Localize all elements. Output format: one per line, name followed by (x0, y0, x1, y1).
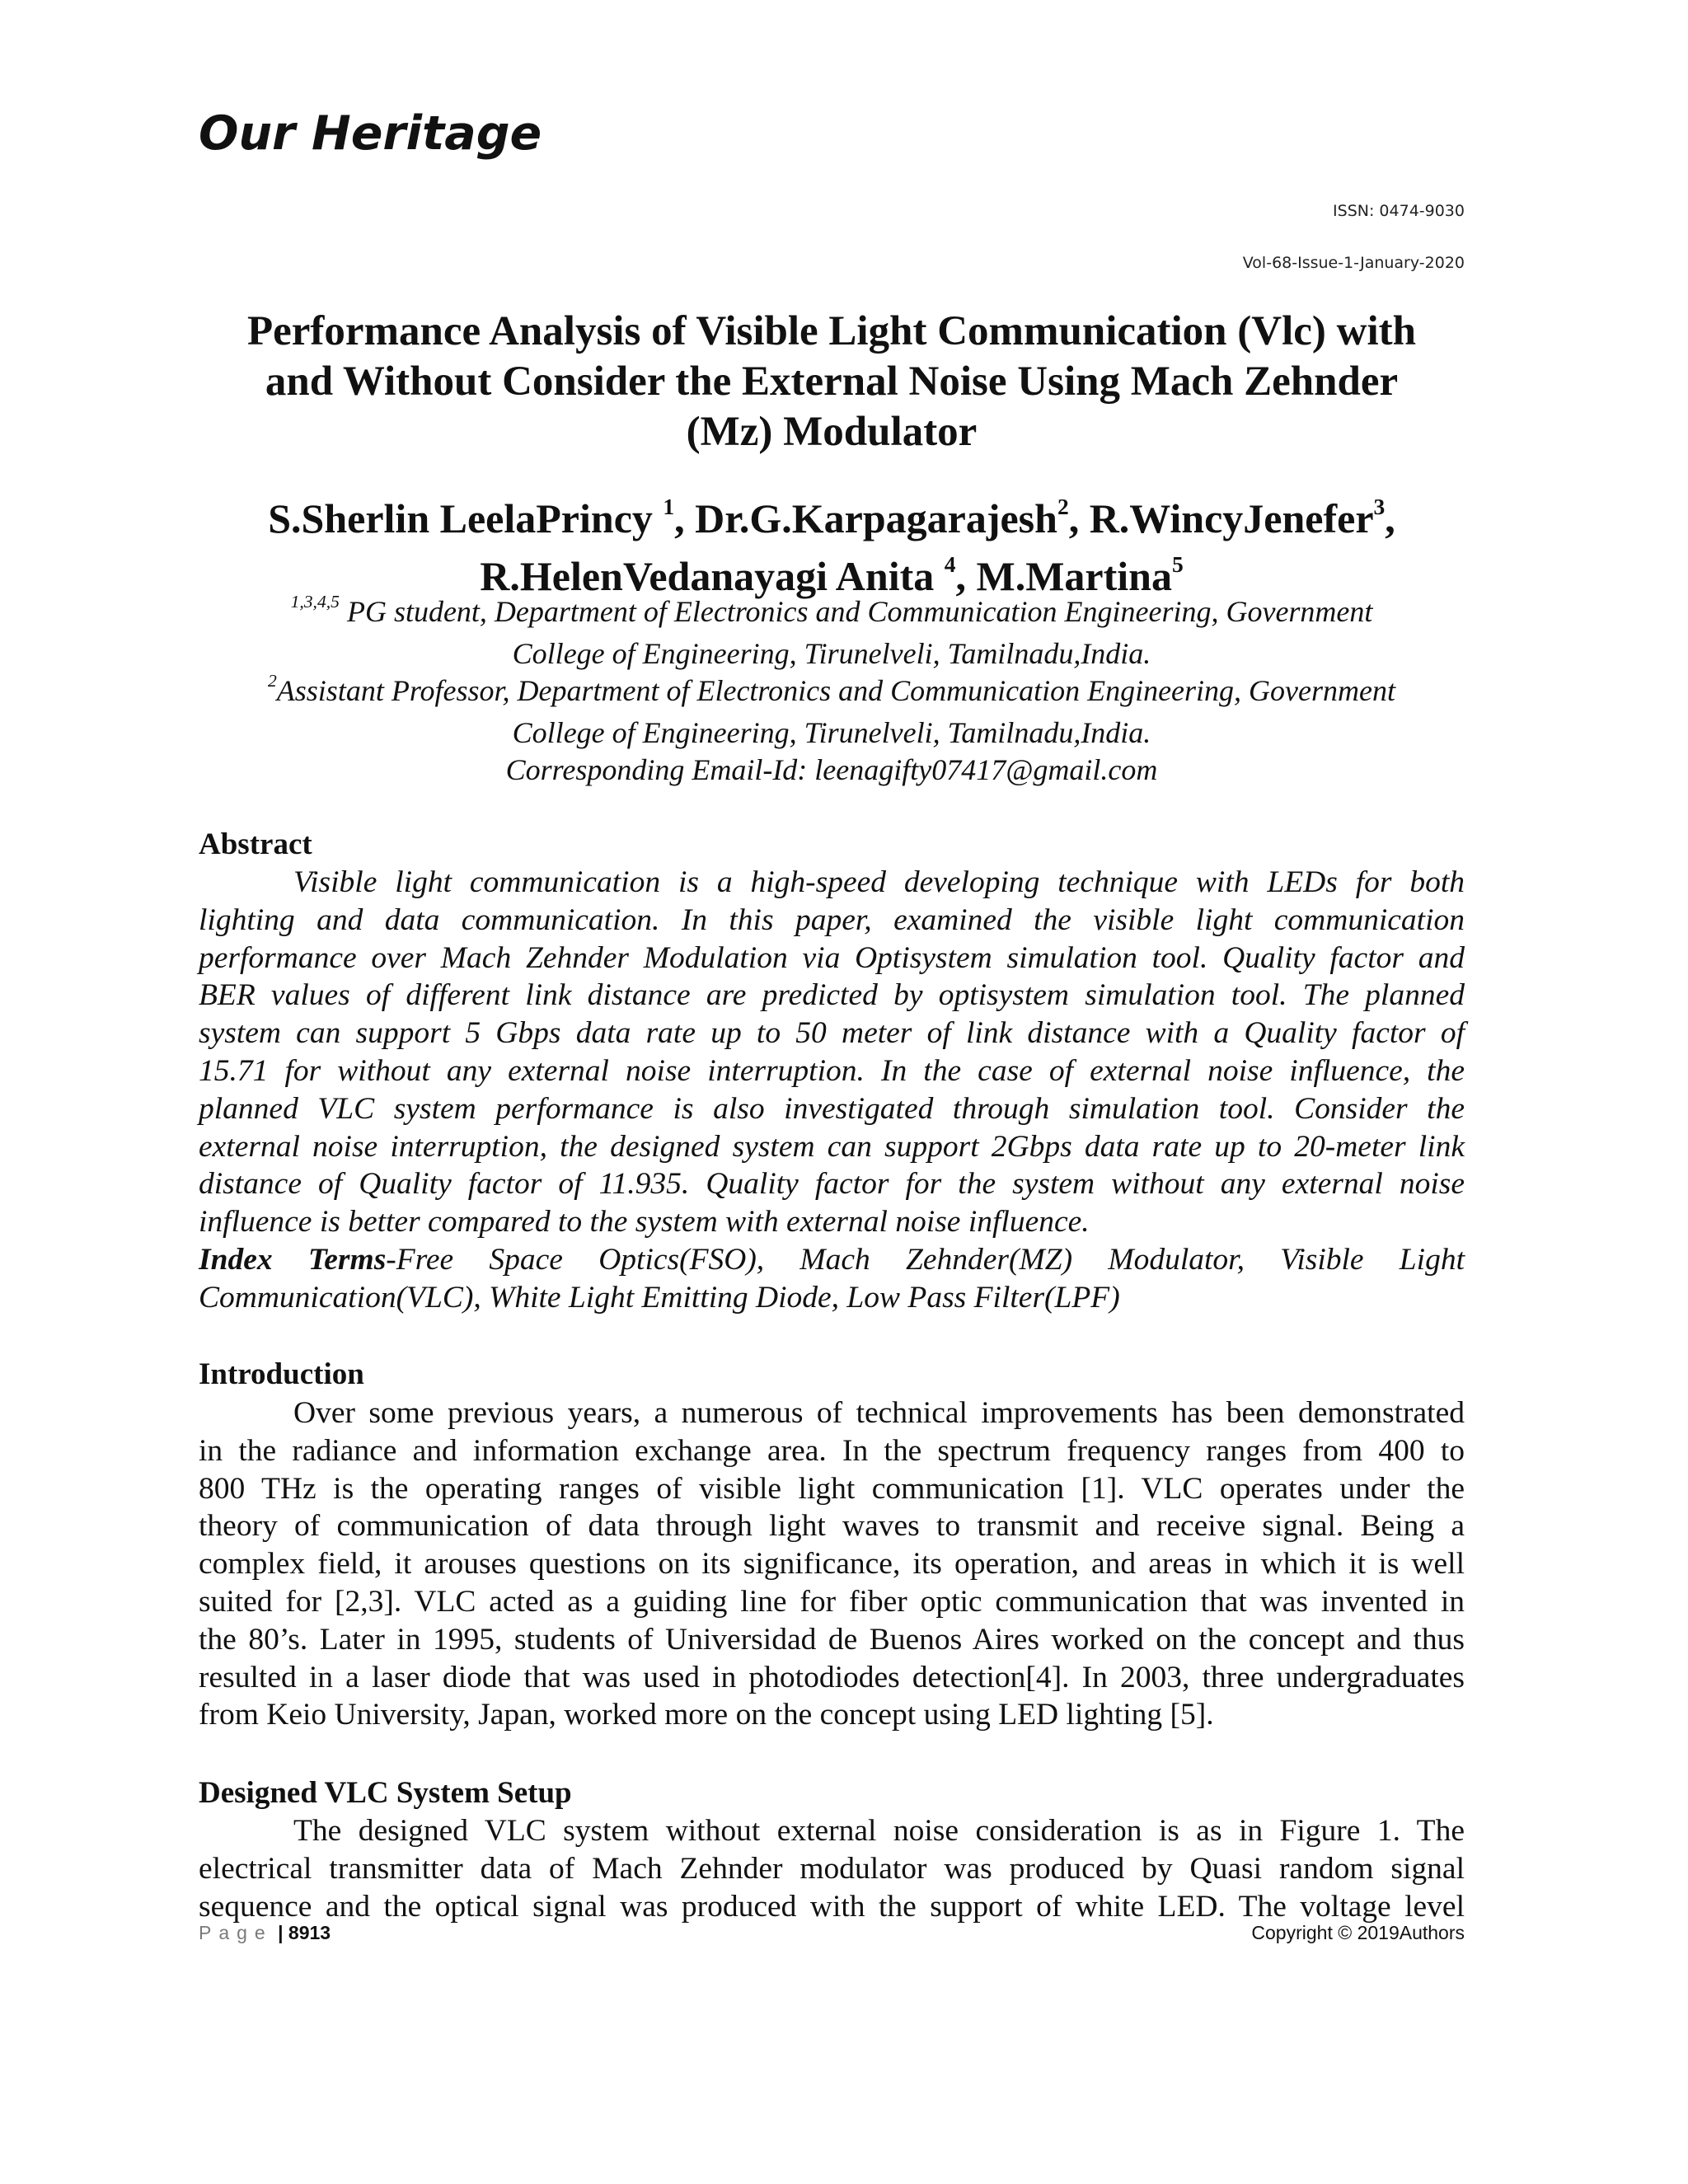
author-name: R.HelenVedanayagi Anita (480, 553, 945, 599)
copyright-notice: Copyright © 2019Authors (1251, 1922, 1465, 1943)
introduction-line: theory of communication of data through light waves to transmit and receive signal. Being a (199, 1509, 1465, 1544)
introduction-line: suited for [2,3]. VLC acted as a guiding line for fiber optic communication that was invented in (199, 1584, 1465, 1619)
affiliations (199, 593, 1465, 790)
setup-line: electrical transmitter data of Mach Zehnder modulator was produced by Quasi random signal (199, 1851, 1465, 1886)
author-name: , M.Martina (955, 553, 1172, 599)
setup-body (199, 1812, 1465, 1925)
index-terms-label: Index Terms (199, 1242, 387, 1277)
introduction-heading: Introduction (199, 1357, 364, 1391)
author-separator: , (1385, 495, 1395, 541)
abstract-line: lighting and data communication. In this paper, examined the visible light communication (199, 902, 1465, 937)
introduction-line: Over some previous years, a numerous of technical improvements has been demonstrated (293, 1396, 1465, 1430)
abstract-heading: Abstract (199, 827, 312, 861)
author-affil-marker: 4 (944, 551, 956, 577)
author-name: , Dr.G.Karpagarajesh (674, 495, 1057, 541)
author-line (199, 493, 1465, 551)
corresponding-email: Corresponding Email-Id: leenagifty07417@gmail.com (505, 753, 1158, 786)
title-line: and Without Consider the External Noise Using Mach Zehnder (265, 359, 1399, 405)
author-affil-marker: 3 (1373, 494, 1386, 519)
affiliation-line: College of Engineering, Tirunelveli, Tamilnadu,India. (512, 636, 1151, 670)
volume-label: Vol-68-Issue-1-January-2020 (1242, 254, 1465, 272)
index-terms-line: Communication(VLC), White Light Emitting Diode, Low Pass Filter(LPF) (199, 1280, 1120, 1315)
affil-marker: 2 (268, 670, 277, 691)
abstract-line: distance of Quality factor of 11.935. Quality factor for the system without any external noise (199, 1167, 1465, 1202)
paper-title (199, 307, 1465, 457)
abstract-line: influence is better compared to the system with external noise influence. (199, 1205, 1090, 1240)
abstract-line: planned VLC system performance is also investigated through simulation tool. Consider the (199, 1091, 1465, 1126)
page-number (199, 1920, 331, 1945)
author-affil-marker: 2 (1057, 494, 1069, 519)
setup-heading: Designed VLC System Setup (199, 1776, 572, 1810)
title-line: Performance Analysis of Visible Light Communication (Vlc) with (246, 308, 1416, 354)
introduction-line: 800 THz is the operating ranges of visible light communication [1]. VLC operates under the (199, 1471, 1465, 1506)
index-terms-line: Index Terms-Free Space Optics(FSO), Mach Zehnder(MZ) Modulator, Visible Light (199, 1242, 1465, 1277)
introduction-line: in the radiance and information exchange area. In the spectrum frequency ranges from 400 to (199, 1433, 1465, 1468)
introduction-line: complex field, it arouses questions on its significance, its operation, and areas in which it is well (199, 1547, 1465, 1582)
affil-marker: 1,3,4,5 (290, 591, 340, 612)
abstract-line: performance over Mach Zehnder Modulation via Optisystem simulation tool. Quality factor and (199, 940, 1465, 975)
abstract-body (199, 864, 1465, 1317)
introduction-body (199, 1394, 1465, 1734)
author-list (199, 493, 1465, 608)
affiliation-line: $^{1,3,4,5}$ PG student, Department of Electronics and Communication Engineering, Government (290, 591, 1373, 628)
author-name: , R.WincyJenefer (1068, 495, 1374, 541)
author-name: S.Sherlin LeelaPrincy (268, 495, 663, 541)
abstract-line: external noise interruption, the designed system can support 2Gbps data rate up to 20-meter link (199, 1129, 1465, 1164)
abstract-line: BER values of different link distance are predicted by optisystem simulation tool. The planned (199, 978, 1465, 1013)
page-label: Page (199, 1922, 273, 1943)
issn-label: ISSN: 0474-9030 (1333, 202, 1465, 220)
title-line: (Mz) Modulator (686, 409, 978, 455)
abstract-line: Visible light communication is a high-speed developing technique with LEDs for both (293, 865, 1465, 899)
introduction-line: resulted in a laser diode that was used in photodiodes detection[4]. In 2003, three undergraduates (199, 1660, 1465, 1694)
affiliation-line: College of Engineering, Tirunelveli, Tamilnadu,India. (512, 715, 1151, 749)
author-affil-marker: 5 (1171, 551, 1184, 577)
journal-name: Our Heritage (199, 106, 542, 161)
setup-line: sequence and the optical signal was produced with the support of white LED. The voltage level (199, 1889, 1465, 1924)
setup-line: The designed VLC system without external noise consideration is as in Figure 1. The (293, 1814, 1465, 1848)
abstract-line: system can support 5 Gbps data rate up to 50 meter of link distance with a Quality factor of (199, 1016, 1465, 1051)
introduction-line: from Keio University, Japan, worked more on the concept using LED lighting [5]. (199, 1698, 1214, 1732)
introduction-line: the 80’s. Later in 1995, students of Universidad de Buenos Aires worked on the concept and thus (199, 1622, 1465, 1657)
author-affil-marker: 1 (663, 494, 675, 519)
page-number-value: | 8913 (278, 1922, 331, 1943)
affiliation-line: $^2$Assistant Professor, Department of Electronics and Communication Engineering, Government (268, 670, 1395, 707)
abstract-line: 15.71 for without any external noise interruption. In the case of external noise influence, the (199, 1053, 1465, 1088)
